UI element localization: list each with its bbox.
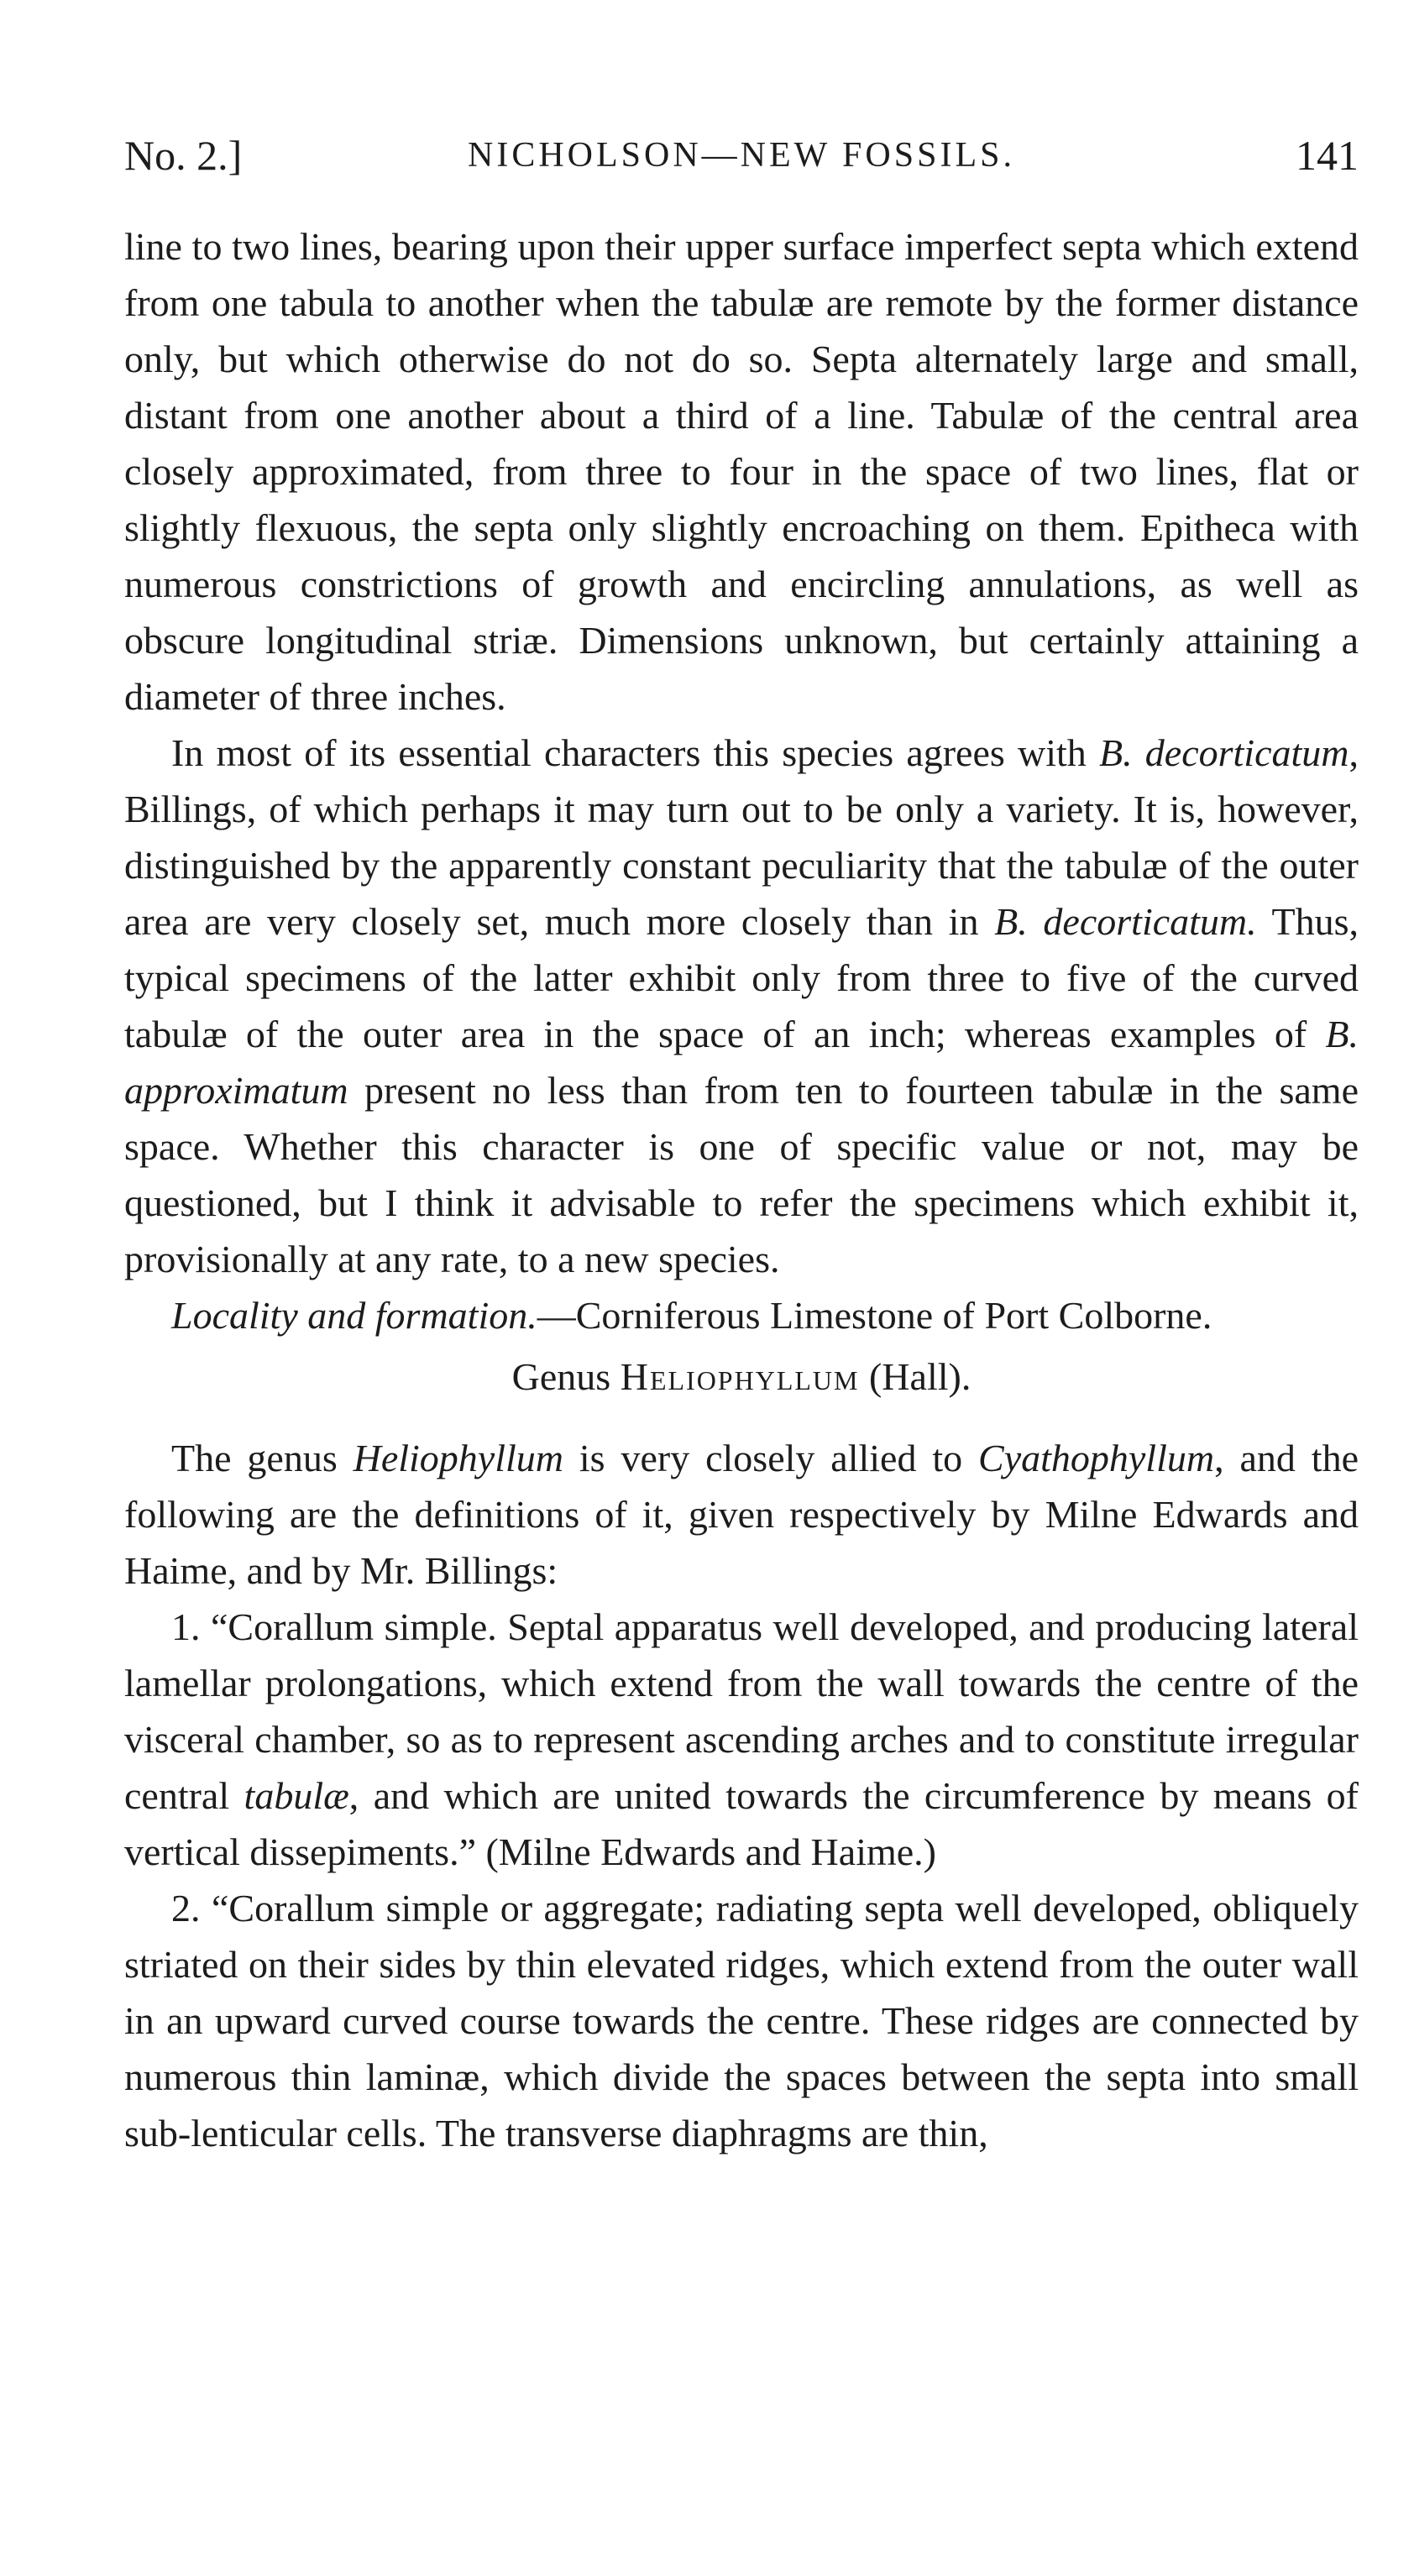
text-run: Thus, typical specimens of the latter exhibit only from three to five of the curved tabulæ of the outer area in the space of an inch; whereas examples of — [124, 900, 1359, 1055]
genus-name-italic: Cyathophyllum — [978, 1437, 1215, 1479]
paragraph-locality — [124, 1287, 1359, 1343]
species-name: B. decorticatum — [1098, 731, 1349, 774]
text-run: —Corniferous Limestone of Port Colborne. — [537, 1294, 1212, 1337]
section-heading — [124, 1348, 1359, 1405]
text-run: , Billings, of which perhaps it may turn out to be only a variety. It is, however, distinguished by the apparently constant peculiarity that the tabulæ of the outer area are very closely set, much more closely than in — [124, 731, 1359, 943]
heading-suffix: (Hall). — [859, 1355, 971, 1398]
running-head — [124, 126, 1359, 185]
paragraph-comparison — [124, 725, 1359, 1287]
definition-one — [124, 1599, 1359, 1880]
locality-label: Locality and formation. — [171, 1294, 537, 1337]
text-run: is very closely allied to — [563, 1437, 979, 1479]
paragraph-genus-intro — [124, 1430, 1359, 1599]
species-name: B. decorticatum. — [994, 900, 1257, 943]
text-run: The genus — [171, 1437, 354, 1479]
issue-number: No. 2.] — [124, 132, 243, 179]
text-run: 1. “Corallum simple. Septal apparatus well developed, and producing lateral lamellar prolongations, which extend from the wall towards the centre of the visceral chamber, so as to represent ascending arches and to constitute irregular central — [124, 1605, 1359, 1817]
running-title: NICHOLSON—NEW FOSSILS. — [468, 136, 1015, 175]
book-page — [124, 126, 1359, 2161]
paragraph-continuation: line to two lines, bearing upon their upper surface imperfect septa which extend from one tabula to another when the tabulæ are remote by the former distance only, but which otherwise do not do so. Septa alternately large and small, distant from one another about a third of a line. Tabulæ of the central area closely approximated, from three to four in the space of two lines, flat or slightly flexuous, the septa only slightly encroaching on them. Epitheca with numerous constrictions of growth and encircling annulations, as well as obscure longitudinal striæ. Dimensions unknown, but certainly attaining a diameter of three inches. — [124, 225, 1359, 718]
text-run: In most of its essential characters this species agrees with — [171, 731, 1099, 774]
heading-prefix: Genus — [511, 1355, 621, 1398]
body-text — [124, 218, 1359, 2161]
term-italic: tabulæ — [244, 1774, 349, 1817]
text-run: , and the following are the definitions of it, given respectively by Milne Edwards and Haime, and by Mr. Billings: — [124, 1437, 1359, 1592]
genus-name-italic: Heliophyllum — [353, 1437, 564, 1479]
text-run: , and which are united towards the circumference by means of vertical dissepiments.” (Milne Edwards and Haime.) — [124, 1774, 1359, 1873]
text-run: present no less than from ten to fourteen tabulæ in the same space. Whether this character is one of specific value or not, may be questioned, but I think it advisable to refer the specimens which exhibit it, provisionally at any rate, to a new species. — [124, 1069, 1359, 1280]
species-name: B. approximatum — [124, 1013, 1359, 1112]
genus-name: Heliophyllum — [620, 1355, 860, 1398]
definition-two: 2. “Corallum simple or aggregate; radiating septa well developed, obliquely striated on their sides by thin elevated ridges, which extend from the outer wall in an upward curved course towards the centre. These ridges are connected by numerous thin laminæ, which divide the spaces between the septa into small sub-lenticular cells. The transverse diaphragms are thin, — [124, 1887, 1359, 2155]
page-number: 141 — [1296, 132, 1359, 179]
